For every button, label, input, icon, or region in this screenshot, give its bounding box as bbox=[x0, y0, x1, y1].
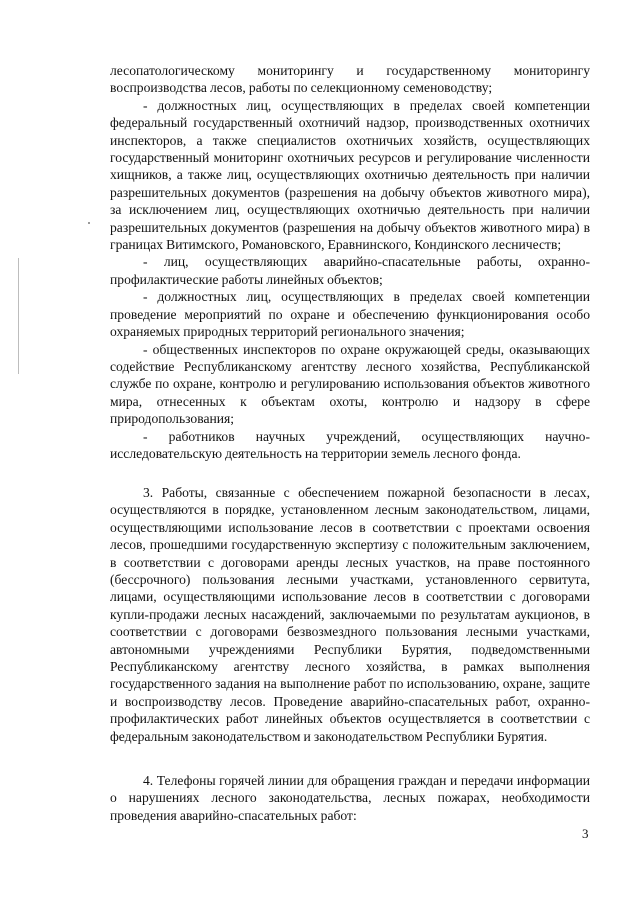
exempt-persons-list bbox=[110, 62, 590, 462]
scan-artifact-dot bbox=[88, 222, 90, 224]
paragraph-3-text: 3. Работы, связанные с обеспечением пожарной безопасности в лесах, осуществляются в порядке, установленном лесным законодательством, лицами, осуществляющими использование лесов в соответствии с проектами освоения лесов, прошедшими государственную экспертизу с положительным заключением, в соответствии с договорами аренды лесных участков, на праве постоянного (бессрочного) пользования лесными участками, установленного сервитута, лицами, осуществляющими использование лесов в соответствии с договорами купли-продажи лесных насаждений, заключаемыми по результатам аукционов, в соответствии с договорами безвозмездного пользования лесными участками, автономными учреждениями Республики Бурятия, подведомственными Республиканскому агентству лесного хозяйства, в рамках выполнения государственного задания на выполнение работ по использованию, охране, защите и воспроизводству лесов. Проведение аварийно-спасательных работ, охранно-профилактических работ линейных объектов осуществляется в соответствии с федеральным законодательством и законодательством Республики Бурятия. bbox=[110, 485, 590, 744]
list-item-research-workers: - работников научных учреждений, осуществляющих научно-исследовательскую деятельность на территории земель лесного фонда. bbox=[110, 428, 590, 461]
list-item-hunting-supervision: - должностных лиц, осуществляющих в пределах своей компетенции федеральный государственный охотничий надзор, производственных охотничих инспекторов, а также специалистов охотничьих хозяйств, осуществляющих государственный мониторинг охотничьих ресурсов и регулирование численности хищников, а также лиц, осуществляющих охотничью деятельность при наличии разрешительных документов (разрешения на добычу объектов животного мира), за исключением лиц, осуществляющих охотничью деятельность при наличии разрешительных документов (разрешения на добычу объектов животного мира) в границах Витимского, Романовского, Еравнинского, Кондинского лесничеств; bbox=[110, 97, 590, 253]
paragraph-4-text: 4. Телефоны горячей линии для обращения граждан и передачи информации о нарушениях лесного законодательства, лесных пожарах, необходимости проведения аварийно-спасательных работ: bbox=[110, 773, 590, 823]
paragraph-3 bbox=[110, 484, 590, 745]
list-item-public-inspectors: - общественных инспекторов по охране окружающей среды, оказывающих содействие Республиканскому агентству лесного хозяйства, Республиканской службе по охране, контролю и регулированию использования объектов животного мира, отнесенных к объектам охоты, контролю и надзору в сфере природопользования; bbox=[110, 341, 590, 427]
page-number: 3 bbox=[582, 826, 589, 841]
list-item-continuation: лесопатологическому мониторингу и государственному мониторингу воспроизводства лесов, работы по селекционному семеноводству; bbox=[110, 63, 590, 96]
scan-artifact-line bbox=[18, 258, 19, 374]
list-item-protected-areas: - должностных лиц, осуществляющих в пределах своей компетенции проведение мероприятий по охране и обеспечению функционирования особо охраняемых природных территорий регионального значения; bbox=[110, 289, 590, 340]
paragraph-4 bbox=[110, 772, 590, 824]
list-item-rescue-works: - лиц, осуществляющих аварийно-спасательные работы, охранно-профилактические работы линейных объектов; bbox=[110, 254, 590, 287]
